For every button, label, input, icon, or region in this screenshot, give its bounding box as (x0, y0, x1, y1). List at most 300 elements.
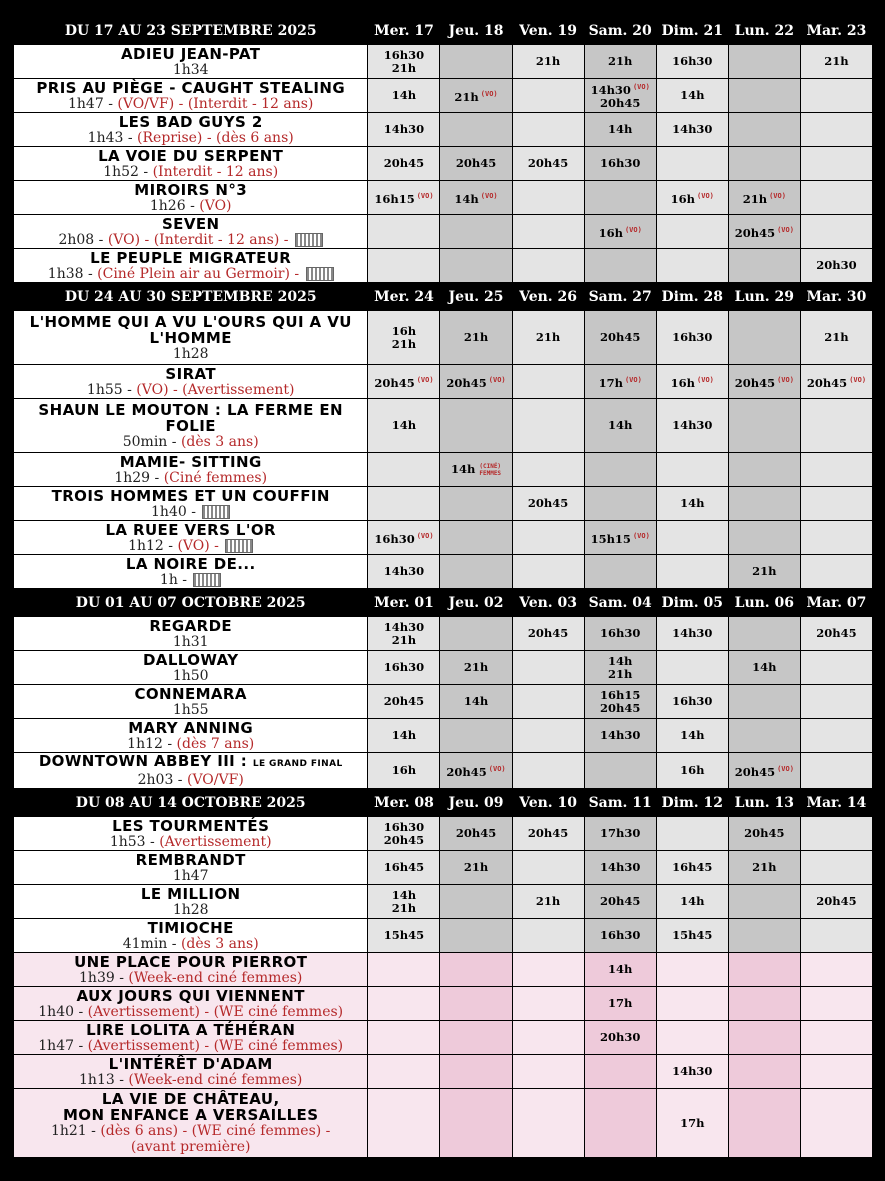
film-row (14, 1055, 873, 1089)
vo-badge: (VO) (624, 375, 642, 384)
showtime[interactable]: 14h (680, 496, 705, 510)
showtime-cell (512, 719, 584, 753)
film-details (14, 470, 367, 486)
showtime[interactable]: 21h (607, 54, 633, 68)
showtime[interactable]: 14h $^{(VO)}$ (454, 191, 498, 206)
showtime[interactable]: 14h (680, 894, 705, 908)
showtime-cell (656, 651, 728, 685)
showtime-cell (800, 885, 872, 919)
film-info (14, 249, 368, 283)
showtime-cell (368, 555, 440, 589)
showtime[interactable]: 14h (680, 728, 705, 742)
showtime[interactable]: 16h30 (599, 626, 641, 640)
showtime[interactable]: 21h (463, 860, 489, 874)
film-duration: 2h03 - (137, 772, 187, 788)
showtime-cell (512, 45, 584, 79)
showtime[interactable]: 14h30 (383, 619, 425, 634)
vo-badge: (VO) (632, 83, 650, 92)
showtime-cell (584, 1021, 656, 1055)
vo-badge: (VO) (769, 191, 786, 200)
showtime-cell (512, 555, 584, 589)
film-tags: (VO/VF) (186, 772, 244, 788)
day-header: Dim. 12 (656, 789, 728, 817)
showtime-cell (440, 685, 512, 719)
vo-badge: (VO) (480, 191, 498, 200)
film-duration: 1h43 - (87, 129, 138, 146)
showtime-cell (728, 617, 800, 651)
showtime[interactable]: 14h (391, 728, 417, 742)
showtime[interactable]: 14h (607, 122, 633, 136)
showtime-cell (368, 919, 440, 953)
showtime-cell (584, 215, 656, 249)
showtime[interactable]: 20h30 (599, 1030, 641, 1044)
showtime-cell (800, 651, 872, 685)
film-row (14, 919, 873, 953)
showtime-cell (440, 753, 512, 789)
day-header: Jeu. 02 (440, 589, 512, 617)
showtime-cell (800, 617, 872, 651)
showtime[interactable]: 16h30 (383, 47, 425, 62)
showtime-cell (584, 365, 656, 399)
showtime-cell (512, 181, 584, 215)
film-title-line2: MON ENFANCE A VERSAILLES (62, 1106, 319, 1124)
showtime-cell (656, 719, 728, 753)
showtime-cell (440, 817, 512, 851)
film-row (14, 113, 873, 147)
showtime-cell (656, 45, 728, 79)
showtime[interactable]: 16h45 (383, 860, 425, 874)
film-tags: (VO) - (Avertissement) (136, 381, 295, 398)
film-duration: 1h28 (172, 345, 209, 362)
showtime-cell (584, 651, 656, 685)
film-title: ADIEU JEAN-PAT (121, 44, 261, 63)
showtime[interactable]: 20h45 (816, 894, 857, 908)
showtime[interactable]: 16h30 (672, 54, 713, 68)
showtime-cell (512, 147, 584, 181)
showtime-cell (440, 1089, 512, 1158)
film-tags: (dès 7 ans) (176, 735, 255, 752)
showtime-cell (584, 45, 656, 79)
film-duration: 1h47 - (68, 95, 118, 112)
showtime[interactable]: 21h (391, 900, 417, 915)
vo-badge: (VO) (777, 375, 794, 384)
showtime[interactable]: 20h45 (599, 894, 641, 908)
showtime-cell (512, 521, 584, 555)
showtime-cell (800, 45, 872, 79)
showtime[interactable]: 16h (680, 763, 705, 777)
showtime[interactable]: 20h45 (599, 95, 641, 110)
showtime-cell (656, 851, 728, 885)
showtime[interactable]: 20h45 $^{(VO)}$ (806, 375, 867, 390)
film-info (14, 45, 368, 79)
showtime-cell (728, 919, 800, 953)
showtime[interactable]: 14h30 (383, 122, 425, 136)
film-row (14, 953, 873, 987)
showtime-cell (656, 113, 728, 147)
film-row (14, 617, 873, 651)
film-title: LES TOURMENTÉS (112, 816, 270, 835)
day-header: Mar. 30 (800, 283, 872, 311)
film-duration: 1h55 (172, 701, 209, 718)
showtime-cell (656, 1055, 728, 1089)
showtime-cell (800, 685, 872, 719)
showtime-cell (368, 651, 440, 685)
film-duration: 1h13 - (79, 1071, 129, 1088)
showtime-cell (800, 1089, 872, 1158)
film-duration: 1h28 (172, 901, 209, 918)
film-tags: (dès 3 ans) (180, 433, 259, 450)
film-duration: 1h47 (172, 867, 209, 884)
vo-badge: (VO) (488, 375, 506, 384)
film-title: LA VIE DE CHÂTEAU, (101, 1090, 280, 1108)
film-duration: 1h21 - (50, 1123, 101, 1139)
film-duration: 41min - (122, 935, 181, 952)
film-duration: 1h40 - (38, 1003, 88, 1020)
film-tags: (Interdit - 12 ans) (152, 163, 279, 180)
day-header: Mar. 07 (800, 589, 872, 617)
showtime[interactable]: 17h (680, 1115, 705, 1130)
film-tags: (VO) - (Interdit - 12 ans) - (107, 231, 293, 248)
day-header: Jeu. 09 (440, 789, 512, 817)
showtime[interactable]: 16h (391, 763, 417, 777)
film-details (14, 1123, 367, 1139)
showtime[interactable]: 16h $^{(VO)}$ (598, 225, 642, 240)
showtime[interactable]: 21h $^{(VO)}$ (742, 191, 786, 206)
showtime-cell (368, 719, 440, 753)
film-row (14, 817, 873, 851)
showtime-cell (584, 817, 656, 851)
showtime[interactable]: 14h (680, 88, 705, 102)
day-header: Sam. 11 (584, 789, 656, 817)
showtime-cell (800, 453, 872, 487)
showtime-cell (800, 919, 872, 953)
showtime-cell (512, 1089, 584, 1158)
film-info (14, 953, 368, 987)
showtime-cell (512, 651, 584, 685)
film-tags: (Ciné Plein air au Germoir) - (97, 265, 304, 282)
showtime-cell (440, 1021, 512, 1055)
film-duration: 1h40 - (151, 503, 201, 520)
showtime[interactable]: 17h $^{(VO)}$ (598, 375, 642, 390)
showtime-cell (440, 987, 512, 1021)
film-title: MIROIRS N°3 (134, 180, 248, 199)
film-info (14, 399, 368, 453)
week-header-row (14, 789, 873, 817)
film-title: L'HOMME QUI A VU L'OURS QUI A VU L'HOMME (29, 312, 352, 347)
film-details (14, 130, 367, 146)
showtime[interactable]: 21h $^{(VO)}$ (454, 89, 498, 104)
showtime-cell (728, 453, 800, 487)
showtime-cell (440, 113, 512, 147)
film-title-suffix: LE GRAND FINAL (252, 759, 343, 769)
showtime[interactable]: 21h (752, 860, 777, 874)
showtime-cell (656, 365, 728, 399)
showtime-cell (656, 79, 728, 113)
film-details (14, 346, 367, 362)
film-details (14, 382, 367, 398)
film-row (14, 215, 873, 249)
showtime-cell (800, 753, 872, 789)
showtime[interactable]: 20h45 (527, 826, 569, 840)
showtime[interactable]: 20h45 $^{(VO)}$ (734, 375, 794, 390)
play-again-logo (202, 505, 230, 519)
showtime-cell (368, 953, 440, 987)
showtime[interactable]: 20h45 $^{(VO)}$ (734, 225, 794, 240)
showtime-cell (728, 113, 800, 147)
showtime-cell (728, 1089, 800, 1158)
showtime[interactable]: 20h45 (744, 826, 785, 840)
showtime-cell (656, 399, 728, 453)
showtime[interactable]: 14h30 (599, 728, 641, 742)
showtime[interactable]: 20h45 (383, 694, 425, 708)
showtime[interactable]: 14h (CINÉ) FEMMES (450, 461, 502, 477)
showtime-cell (440, 617, 512, 651)
showtime-cell (368, 147, 440, 181)
showtime[interactable]: 21h (607, 666, 633, 681)
film-title: SHAUN LE MOUTON : LA FERME EN FOLIE (38, 400, 343, 435)
showtime-cell (656, 147, 728, 181)
film-duration: 1h12 - (128, 537, 178, 554)
day-header: Lun. 29 (728, 283, 800, 311)
day-header: Ven. 03 (512, 589, 584, 617)
showtime-cell (656, 817, 728, 851)
showtime[interactable]: 14h (391, 88, 417, 102)
showtime-cell (800, 365, 872, 399)
showtime-cell (656, 1021, 728, 1055)
day-header: Dim. 28 (656, 283, 728, 311)
showtime[interactable]: 14h (391, 418, 417, 432)
showtime-cell (368, 617, 440, 651)
showtime[interactable]: 16h30 (672, 330, 713, 344)
showtime[interactable]: 21h (535, 54, 561, 68)
showtime[interactable]: 21h (752, 564, 777, 578)
showtime-cell (728, 555, 800, 589)
showtime[interactable]: 21h (391, 336, 417, 351)
film-duration: 1h38 - (47, 265, 98, 282)
showtime-cell (440, 919, 512, 953)
showtime[interactable]: 21h (824, 330, 849, 344)
showtime-cell (584, 685, 656, 719)
film-details (14, 1004, 367, 1020)
film-row (14, 365, 873, 399)
showtime[interactable]: 21h (824, 54, 849, 68)
film-duration: 1h29 - (114, 469, 164, 486)
week-title: DU 17 AU 23 SEPTEMBRE 2025 (14, 17, 368, 45)
showtime-cell (440, 215, 512, 249)
film-duration: 1h26 - (149, 197, 200, 214)
showtime[interactable]: 15h45 (672, 928, 713, 942)
showtime[interactable]: 14h30 $^{(VO)}$ (590, 82, 650, 97)
day-header: Mer. 17 (368, 17, 440, 45)
showtime-cell (728, 817, 800, 851)
showtime-cell (800, 147, 872, 181)
film-tags: (dès 3 ans) (180, 935, 259, 952)
showtime[interactable]: 14h (391, 887, 417, 902)
showtime-cell (800, 79, 872, 113)
film-tags: (VO/VF) - (Interdit - 12 ans) (117, 95, 314, 112)
film-tags: (Avertissement) - (WE ciné femmes) (87, 1003, 344, 1020)
day-header: Ven. 10 (512, 789, 584, 817)
film-row (14, 1021, 873, 1055)
film-info (14, 885, 368, 919)
film-row (14, 147, 873, 181)
showtime[interactable]: 16h (391, 323, 417, 338)
showtime-cell (656, 249, 728, 283)
showtime-cell (584, 919, 656, 953)
showtime-cell (512, 249, 584, 283)
showtime-cell (584, 453, 656, 487)
film-details (14, 62, 367, 78)
showtime[interactable]: 20h45 (599, 700, 641, 715)
showtime-cell (584, 1055, 656, 1089)
showtime[interactable]: 21h (391, 632, 417, 647)
showtime-cell (728, 249, 800, 283)
film-tags: (Reprise) - (dès 6 ans) (137, 129, 294, 146)
showtime[interactable]: 20h45 $^{(VO)}$ (446, 375, 506, 390)
showtime-cell (584, 1089, 656, 1158)
showtime[interactable]: 15h45 (383, 928, 425, 942)
showtime-cell (368, 249, 440, 283)
showtime-cell (440, 79, 512, 113)
film-info (14, 651, 368, 685)
showtime[interactable]: 14h (463, 694, 489, 708)
showtime-cell (584, 753, 656, 789)
film-row (14, 521, 873, 555)
showtime[interactable]: 16h $^{(VO)}$ (670, 375, 714, 390)
film-title: SIRAT (165, 364, 217, 383)
vo-badge: (VO) (416, 531, 434, 540)
showtime-cell (584, 399, 656, 453)
showtime-cell (368, 215, 440, 249)
showtime[interactable]: 14h30 (599, 860, 641, 874)
showtime[interactable]: 20h45 (816, 626, 857, 640)
showtime-cell (656, 453, 728, 487)
showtime[interactable]: 16h $^{(VO)}$ (670, 191, 714, 206)
showtime[interactable]: 16h30 (599, 156, 641, 170)
showtime[interactable]: 16h30 $^{(VO)}$ (374, 531, 434, 546)
showtime[interactable]: 17h (607, 996, 633, 1010)
showtime[interactable]: 21h (463, 660, 489, 674)
showtime-cell (512, 365, 584, 399)
showtime-cell (656, 685, 728, 719)
showtime-cell (656, 311, 728, 365)
showtime-cell (584, 249, 656, 283)
showtime-cell (368, 1089, 440, 1158)
vo-badge: (VO) (632, 531, 650, 540)
showtime-cell (512, 1055, 584, 1089)
showtime[interactable]: 21h (463, 330, 489, 344)
showtime[interactable]: 16h30 (383, 660, 425, 674)
showtime[interactable]: 14h30 (672, 1064, 713, 1078)
showtime[interactable]: 20h30 (816, 258, 857, 272)
showtime-cell (656, 617, 728, 651)
showtime[interactable]: 20h45 (599, 330, 641, 344)
showtime[interactable]: 14h (607, 418, 633, 432)
day-header: Ven. 26 (512, 283, 584, 311)
film-duration: 1h34 (172, 61, 209, 78)
showtime-cell (800, 181, 872, 215)
showtime-cell (512, 399, 584, 453)
showtime-cell (512, 113, 584, 147)
film-details (14, 1072, 367, 1088)
film-details (14, 634, 367, 650)
showtime[interactable]: 14h (752, 660, 777, 674)
showtime[interactable]: 16h30 (383, 819, 425, 834)
showtime[interactable]: 20h45 (455, 826, 497, 840)
showtime[interactable]: 20h45 (455, 156, 497, 170)
showtime-cell (800, 817, 872, 851)
showtime-cell (368, 181, 440, 215)
film-title: LIRE LOLITA A TÉHÉRAN (86, 1020, 296, 1039)
vo-badge: (VO) (488, 764, 506, 773)
showtime[interactable]: 15h15 $^{(VO)}$ (590, 531, 650, 546)
week-header-row (14, 283, 873, 311)
showtime-cell (512, 817, 584, 851)
showtime[interactable]: 14h30 (383, 564, 425, 578)
day-header: Jeu. 25 (440, 283, 512, 311)
showtime[interactable]: 21h (391, 60, 417, 75)
showtime[interactable]: 16h15 $^{(VO)}$ (374, 191, 434, 206)
showtime[interactable]: 20h45 (383, 156, 425, 170)
showtime-cell (656, 487, 728, 521)
film-details (14, 434, 367, 450)
film-info (14, 181, 368, 215)
day-header: Ven. 19 (512, 17, 584, 45)
event-badge: (CINÉ) FEMMES (479, 462, 502, 477)
showtime-cell (512, 885, 584, 919)
showtime[interactable]: 20h45 $^{(VO)}$ (446, 764, 506, 779)
vo-badge: (VO) (697, 191, 714, 200)
play-again-logo (193, 573, 221, 587)
showtime[interactable]: 20h45 (527, 496, 569, 510)
showtime[interactable]: 20h45 $^{(VO)}$ (734, 764, 794, 779)
showtime[interactable]: 16h30 (672, 694, 713, 708)
film-title: PRIS AU PIÈGE - CAUGHT STEALING (36, 78, 346, 97)
showtime[interactable]: 14h30 (672, 122, 713, 136)
showtime[interactable]: 14h30 (672, 626, 713, 640)
showtime[interactable]: 16h45 (672, 860, 713, 874)
day-header: Mar. 23 (800, 17, 872, 45)
showtime-cell (584, 617, 656, 651)
film-info (14, 487, 368, 521)
showtime-cell (728, 215, 800, 249)
showtime[interactable]: 14h30 (672, 418, 713, 432)
showtime[interactable]: 21h (535, 330, 561, 344)
showtime[interactable]: 21h (535, 894, 561, 908)
showtime-cell (368, 1021, 440, 1055)
showtime[interactable]: 20h45 $^{(VO)}$ (374, 375, 434, 390)
showtime[interactable]: 20h45 (527, 626, 569, 640)
showtime[interactable]: 16h30 (599, 928, 641, 942)
showtime-cell (368, 399, 440, 453)
film-row (14, 45, 873, 79)
showtime[interactable]: 20h45 (527, 156, 569, 170)
showtime[interactable]: 14h (607, 962, 633, 976)
showtime-cell (368, 521, 440, 555)
day-header: Jeu. 18 (440, 17, 512, 45)
showtime-cell (728, 651, 800, 685)
showtime[interactable]: 14h (607, 653, 633, 668)
film-info (14, 147, 368, 181)
showtime[interactable]: 20h45 (383, 832, 425, 847)
showtime-cell (368, 79, 440, 113)
film-duration: 1h47 - (38, 1037, 88, 1054)
showtime-cell (512, 79, 584, 113)
showtime[interactable]: 17h30 (599, 826, 641, 840)
showtime-cell (584, 521, 656, 555)
showtime[interactable]: 16h15 (599, 687, 641, 702)
film-info (14, 311, 368, 365)
